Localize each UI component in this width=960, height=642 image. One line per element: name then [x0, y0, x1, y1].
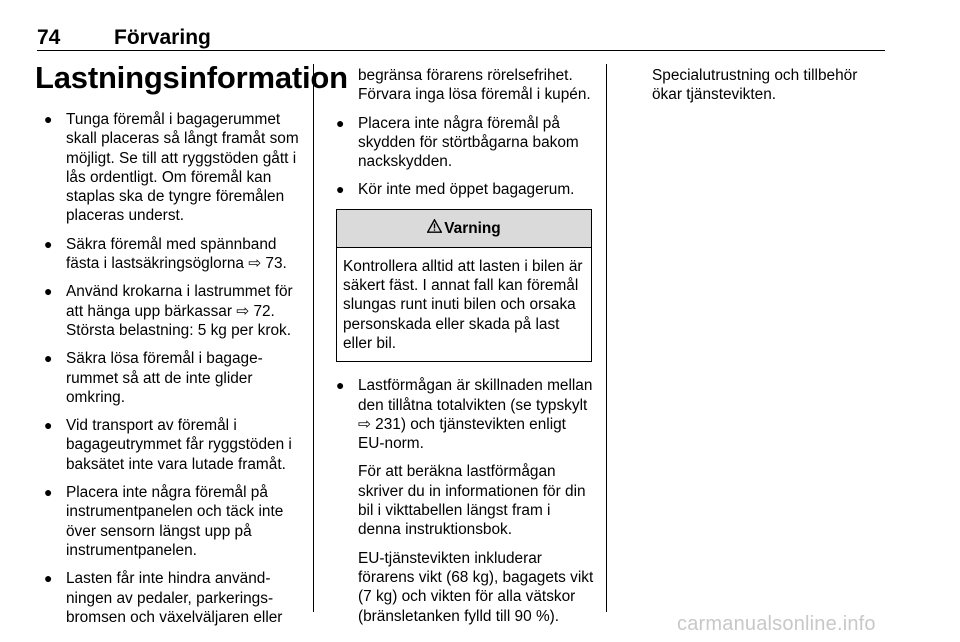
warning-text: Kontrollera alltid att lasten i bilen är säkert fäst. I annat fall kan föremål slungas runt inuti bilen och orsaka personskada eller skada på last eller bil. — [343, 257, 583, 352]
bullet-icon: ● — [44, 350, 53, 367]
bullet-icon: ● — [44, 417, 53, 434]
header-divider — [37, 50, 885, 51]
bullet-icon: ● — [336, 114, 345, 131]
list-item: ● Placera inte några föremål på instrumentpanelen och täck inte över sensorn längst upp på instrumentpanelen. — [44, 484, 284, 559]
column-2 — [336, 66, 594, 635]
list-item: ● Tunga föremål i bagagerummet skall placeras så långt framåt som möjligt. Se till att ryggstöden gått i lås ordentligt. Om föremål kan staplas ska de tyngre föremålen placeras underst. — [44, 111, 299, 225]
bullet-icon: ● — [44, 484, 53, 501]
bullet-icon: ● — [336, 377, 345, 394]
list-item: ● Vid transport av föremål i bagageutrymmet får ryggstöden i baksätet inte vara lutade framåt. — [44, 417, 292, 473]
page-number: 74 — [37, 26, 61, 49]
bullet-icon: ● — [44, 235, 53, 252]
column-1 — [44, 110, 306, 636]
list-item: ● Kör inte med öppet bagagerum. — [336, 181, 575, 199]
chapter-title: Förvaring — [114, 26, 211, 49]
list-item: ● Lastförmågan är skillnaden mellan den tillåtna totalvikten (se typskylt ⇨ 231) och tjänstevikten enligt EU-norm. — [336, 377, 593, 453]
warning-title: Varning — [444, 219, 501, 237]
section-title: Lastningsinformation — [35, 60, 348, 95]
column-divider-2 — [606, 64, 607, 612]
column-divider-1 — [313, 64, 314, 612]
list-item: ● Lasten får inte hindra användningen av pedaler, parkeringsbromsen och växelväljaren eller — [44, 570, 283, 626]
page-header — [37, 26, 885, 52]
list-item: ● Säkra lösa föremål i bagagerummet så att de inte glider omkring. — [44, 350, 263, 406]
paragraph: För att beräkna lastförmågan skriver du in informationen för din bil i vikttabellen längst fram i denna instruktionsbok. — [358, 463, 586, 539]
list-item: ● Använd krokarna i lastrummet för att hänga upp bärkassar ⇨ 72. Största belastning: 5 kg per krok. — [44, 283, 293, 339]
warning-box — [336, 209, 592, 362]
bullet-icon: ● — [44, 283, 53, 300]
list-item: ● Placera inte några föremål på skydden för störtbågarna bakom nackskydden. — [336, 114, 579, 171]
watermark: carmanualsonline.info — [677, 613, 876, 635]
bullet-icon: ● — [336, 181, 345, 198]
warning-triangle-icon — [427, 219, 442, 238]
bullet-icon: ● — [44, 111, 53, 127]
column-3 — [652, 66, 882, 114]
list-item: ● Säkra föremål med spännband fästa i lastsäkringsöglorna ⇨ 73. — [44, 235, 287, 273]
bullet-icon: ● — [44, 570, 53, 587]
list-item-continuation: begränsa förarens rörelsefrihet. Förvara inga lösa föremål i kupén. — [358, 67, 591, 104]
paragraph: Specialutrustning och tillbehör ökar tjänstevikten. — [652, 67, 858, 104]
warning-header — [337, 210, 591, 248]
paragraph: EU-tjänstevikten inkluderar förarens vikt (68 kg), bagagets vikt (7 kg) och vikten för alla vätskor (bränsletanken fylld till 90 %). — [358, 549, 594, 625]
